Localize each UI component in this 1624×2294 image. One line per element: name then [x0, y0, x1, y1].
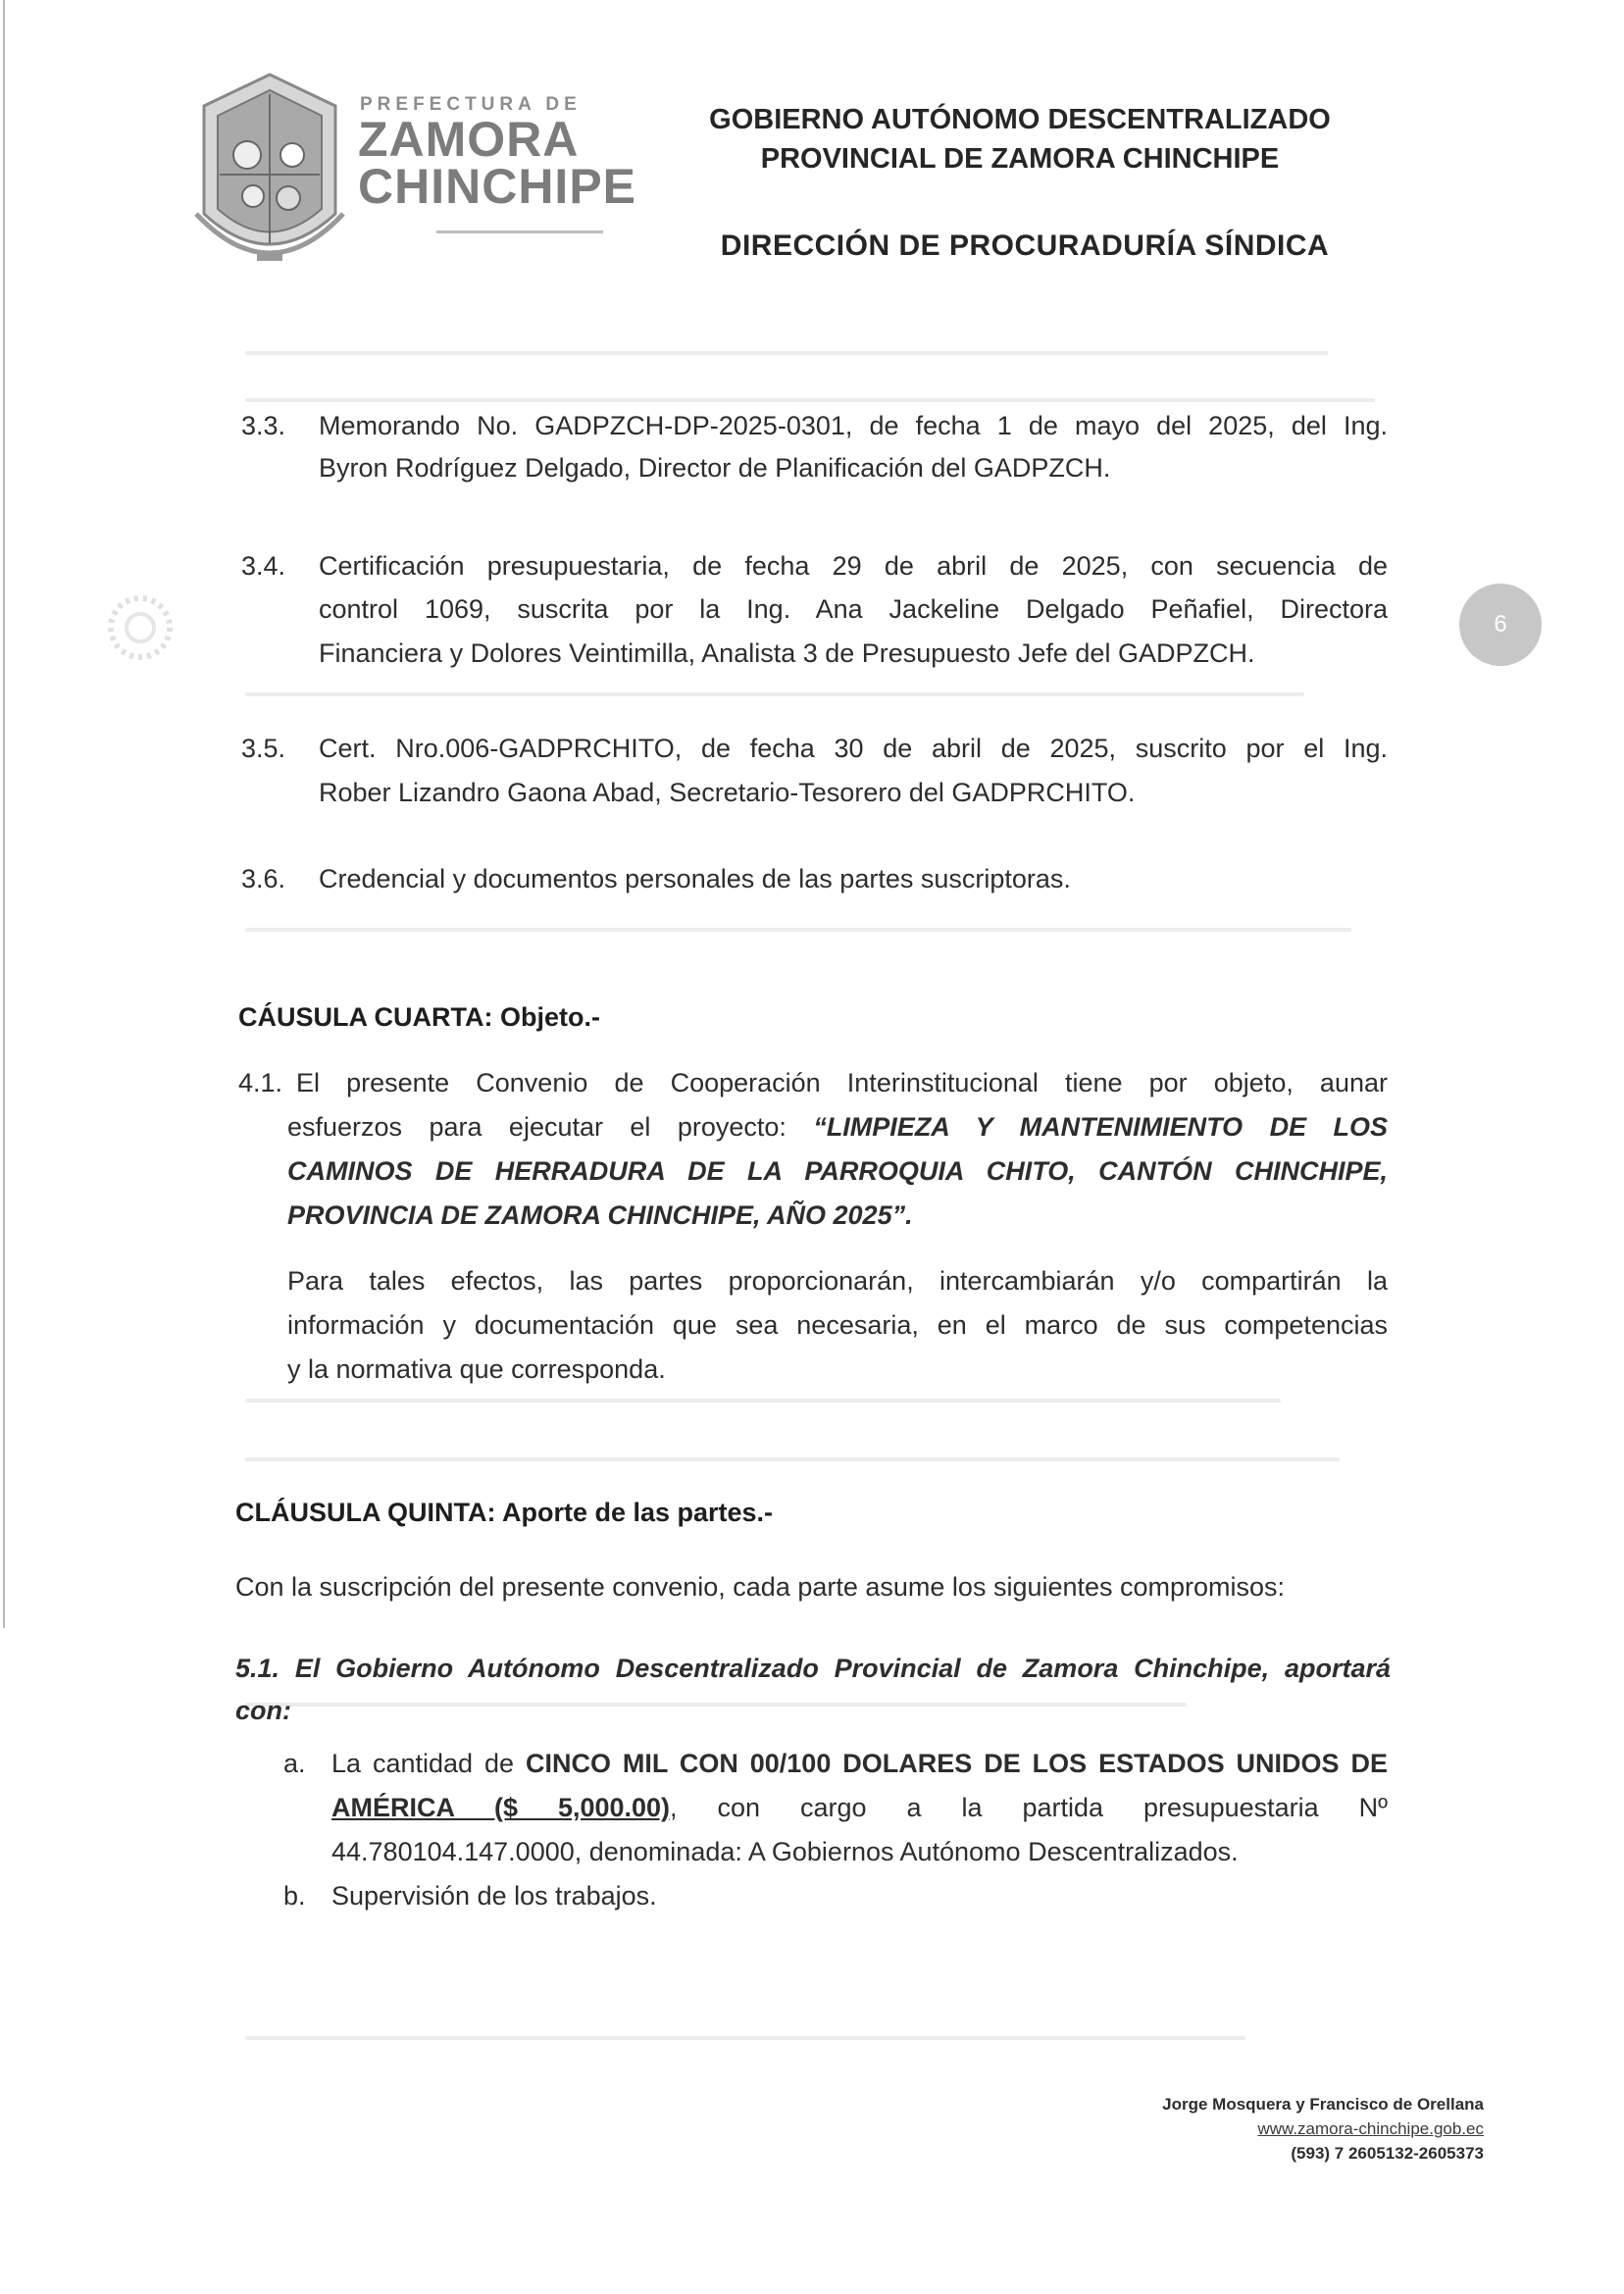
objeto-line-6: información y documentación que sea necesaria, en el marco de sus competencias: [287, 1310, 1388, 1340]
aporte-a-line-1: [331, 1743, 1388, 1785]
list-label: b.: [283, 1881, 306, 1911]
objeto-line-1: El presente Convenio de Cooperación Interinstitucional tiene por objeto, aunar: [296, 1068, 1388, 1097]
objeto-line-2: [287, 1106, 1388, 1148]
item-3-4-line-1: Certificación presupuestaria, de fecha 29 de abril de 2025, con secuencia de: [319, 551, 1388, 581]
brand-rule: [436, 230, 603, 233]
clausula-quinta-heading: CLÁUSULA QUINTA: Aporte de las partes.-: [235, 1498, 774, 1527]
aporte-a-line-2: [331, 1787, 1388, 1829]
objeto-line-2-prefix: esfuerzos para ejecutar el proyecto:: [287, 1112, 814, 1142]
item-number: 3.5.: [241, 734, 286, 763]
government-title: [637, 100, 1402, 178]
item-3-4-line-3: Financiera y Dolores Veintimilla, Analista 3 de Presupuesto Jefe del GADPZCH.: [319, 638, 1255, 668]
project-name-part-2: CAMINOS DE HERRADURA DE LA PARROQUIA CHITO, CANTÓN CHINCHIPE,: [287, 1156, 1388, 1186]
aporte-a-prefix: La cantidad de: [331, 1749, 526, 1778]
brand-small-text: PREFECTURA DE: [360, 94, 582, 115]
aporte-amount-text: CINCO MIL CON 00/100 DOLARES DE LOS ESTADOS UNIDOS DE: [525, 1749, 1388, 1778]
objeto-line-7: y la normativa que corresponda.: [287, 1354, 666, 1384]
scan-edge: [3, 0, 5, 1628]
aporte-amount-value: AMÉRICA ($ 5,000.00): [331, 1793, 671, 1822]
faded-stamp-icon: [86, 588, 194, 667]
bleed-through-text: [245, 1393, 1422, 1408]
prefecture-shield-logo: [186, 67, 353, 282]
footer-contact: [1162, 2092, 1484, 2166]
government-title-line-1: GOBIERNO AUTÓNOMO DESCENTRALIZADO: [709, 104, 1331, 135]
item-number: 3.6.: [241, 864, 286, 893]
item-3-5-line-2: Rober Lizandro Gaona Abad, Secretario-Tesorero del GADPRCHITO.: [319, 778, 1136, 807]
government-title-line-2: PROVINCIAL DE ZAMORA CHINCHIPE: [760, 143, 1280, 175]
bleed-through-text: [245, 922, 1422, 938]
bleed-through-text: [245, 1697, 1422, 1712]
bleed-through-text: [245, 2030, 1422, 2046]
bleed-through-text: [245, 1452, 1422, 1467]
list-label: a.: [283, 1749, 306, 1778]
direction-title: DIRECCIÓN DE PROCURADURÍA SÍNDICA: [720, 229, 1330, 262]
objeto-line-5: Para tales efectos, las partes proporcionarán, intercambiarán y/o compartirán la: [287, 1266, 1388, 1296]
project-name-part-1: “LIMPIEZA Y MANTENIMIENTO DE LOS: [813, 1112, 1389, 1142]
aporte-a-line-3: 44.780104.147.0000, denominada: A Gobiernos Autónomo Descentralizados.: [331, 1837, 1239, 1866]
brand-line-1: ZAMORA: [358, 112, 580, 167]
bleed-through-text: [245, 345, 1422, 361]
prefecture-brand: [358, 94, 637, 214]
quinta-intro: Con la suscripción del presente convenio, cada parte asume los siguientes compromisos:: [235, 1572, 1286, 1602]
item-3-3-line-2: Byron Rodríguez Delgado, Director de Planificación del GADPZCH.: [319, 453, 1111, 483]
item-number: 3.4.: [241, 551, 286, 581]
aporte-a-line-2-rest: , con cargo a la partida presupuestaria Nº: [670, 1793, 1388, 1822]
brand-line-2: CHINCHIPE: [358, 159, 637, 214]
footer-address: Jorge Mosquera y Francisco de Orellana: [1162, 2095, 1484, 2114]
clausula-cuarta-heading: CÁUSULA CUARTA: Objeto.-: [238, 1002, 600, 1032]
footer-website-link[interactable]: www.zamora-chinchipe.gob.ec: [1257, 2119, 1484, 2138]
item-3-3-line-1: Memorando No. GADPZCH-DP-2025-0301, de fecha 1 de mayo del 2025, del Ing.: [319, 411, 1388, 440]
item-3-4-line-2: control 1069, suscrita por la Ing. Ana Jackeline Delgado Peñafiel, Directora: [319, 594, 1388, 624]
footer-phone: (593) 7 2605132-2605373: [1291, 2144, 1484, 2163]
item-number: 3.3.: [241, 411, 286, 440]
item-3-5-line-1: Cert. Nro.006-GADPRCHITO, de fecha 30 de abril de 2025, suscrito por el Ing.: [319, 734, 1388, 763]
aporte-gad-heading-line-2: con:: [235, 1696, 291, 1725]
project-name-part-3: PROVINCIA DE ZAMORA CHINCHIPE, AÑO 2025”.: [287, 1200, 913, 1230]
aporte-b-line-1: Supervisión de los trabajos.: [331, 1881, 657, 1911]
item-3-6-line-1: Credencial y documentos personales de las partes suscriptoras.: [319, 864, 1071, 893]
page-number-badge: 6: [1459, 584, 1542, 666]
aporte-gad-heading-line-1: 5.1. El Gobierno Autónomo Descentralizado Provincial de Zamora Chinchipe, aportará: [235, 1654, 1391, 1683]
bleed-through-text: [245, 687, 1422, 702]
item-number: 4.1.: [238, 1068, 283, 1097]
